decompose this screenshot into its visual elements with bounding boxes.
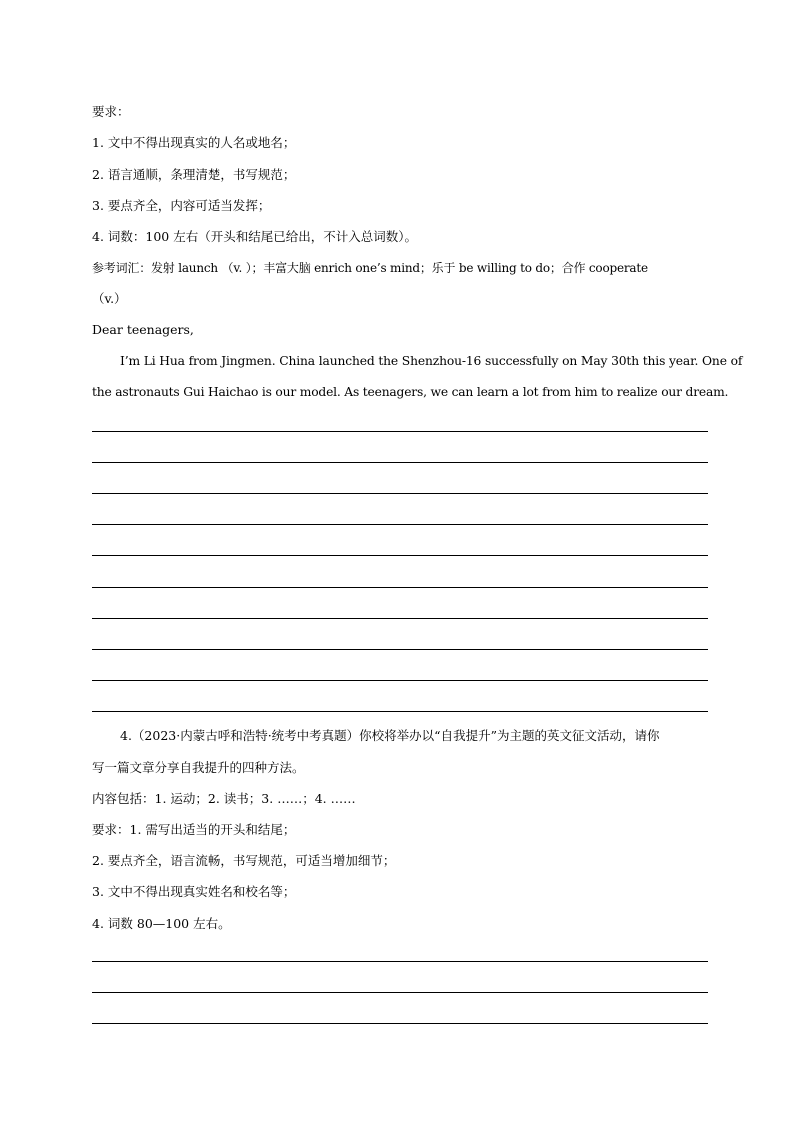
writing-line — [92, 1023, 708, 1024]
writing-line — [92, 618, 708, 619]
writing-line — [92, 587, 708, 588]
writing-line — [92, 462, 708, 463]
letter-body-line-1: I’m Li Hua from Jingmen. China launched the Shenzhou-16 successfully on May 30th this year. One of — [120, 354, 743, 368]
writing-line — [92, 711, 708, 712]
vocabulary-line-continued: （v.） — [92, 291, 127, 306]
requirement-3: 3. 要点齐全，内容可适当发挥； — [92, 198, 271, 213]
writing-line — [92, 992, 708, 993]
question-4-prompt-line-2: 写一篇文章分享自我提升的四种方法。 — [92, 760, 305, 775]
writing-line — [92, 524, 708, 525]
question-4-requirement-3: 3. 文中不得出现真实姓名和校名等； — [92, 884, 296, 899]
writing-line — [92, 493, 708, 494]
vocabulary-line: 参考词汇：发射 launch （v. ）；丰富大脑 enrich one’s mind；乐于 be willing to do；合作 cooperate — [92, 261, 648, 275]
letter-body-line-2: the astronauts Gui Haichao is our model. As teenagers, we can learn a lot from him to realize our dream. — [92, 385, 729, 399]
writing-line — [92, 431, 708, 432]
salutation: Dear teenagers, — [92, 322, 194, 337]
question-4-requirement-2: 2. 要点齐全，语言流畅，书写规范，可适当增加细节； — [92, 853, 396, 868]
question-4-requirement-1: 要求：1. 需写出适当的开头和结尾； — [92, 822, 296, 837]
question-4-contents: 内容包括：1. 运动；2. 读书；3. ……；4. …… — [92, 791, 356, 806]
requirement-1: 1. 文中不得出现真实的人名或地名； — [92, 135, 296, 150]
question-4-requirement-4: 4. 词数 80—100 左右。 — [92, 916, 231, 931]
writing-line — [92, 961, 708, 962]
writing-line — [92, 555, 708, 556]
requirement-2: 2. 语言通顺，条理清楚，书写规范； — [92, 167, 296, 182]
requirement-4: 4. 词数：100 左右（开头和结尾已给出，不计入总词数）。 — [92, 229, 417, 244]
question-4-prompt-line-1: 4.（2023·内蒙古呼和浩特·统考中考真题）你校将举办以“自我提升”为主题的英文征文活动，请你 — [120, 728, 660, 743]
requirements-heading: 要求： — [92, 104, 130, 119]
writing-line — [92, 680, 708, 681]
writing-line — [92, 649, 708, 650]
